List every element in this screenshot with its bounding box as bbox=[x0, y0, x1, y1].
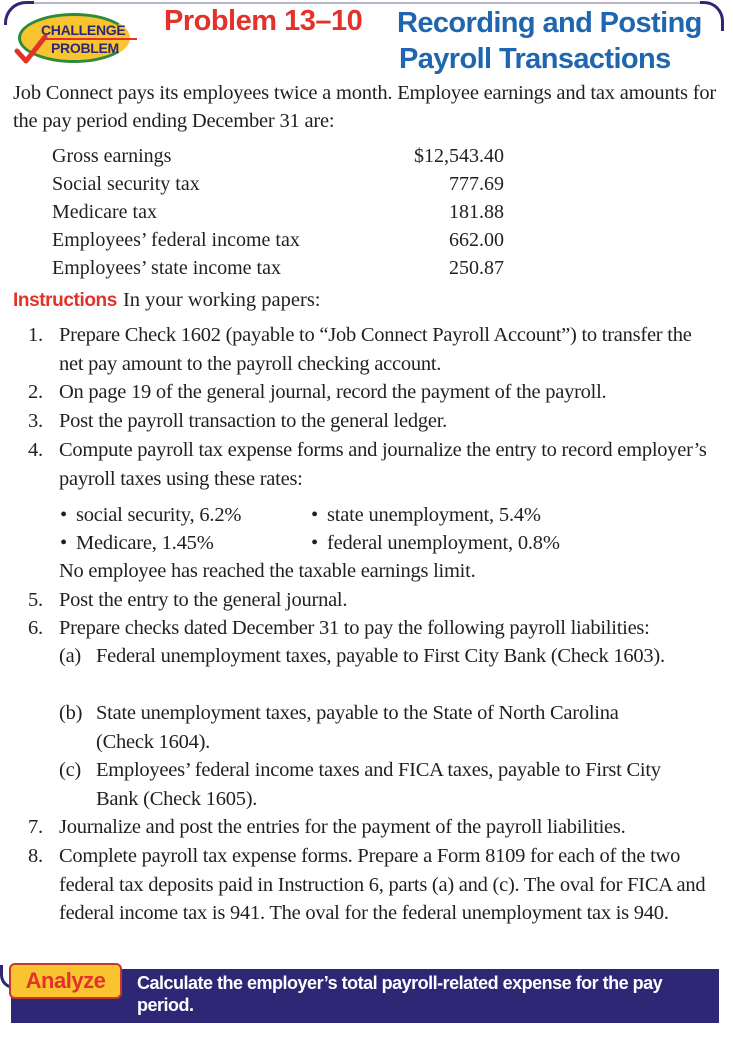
step-text: On page 19 of the general journal, record the payment of the payroll. bbox=[59, 381, 607, 403]
top-rule bbox=[22, 2, 702, 4]
row-label: Social security tax bbox=[52, 173, 200, 195]
rates-note: No employee has reached the taxable earnings limit. bbox=[59, 560, 476, 582]
subitem-text: State unemployment taxes, payable to the State of North Carolina (Check 1604). bbox=[96, 702, 619, 753]
step-text: Journalize and post the entries for the payment of the payroll liabilities. bbox=[59, 816, 626, 838]
step-number: 6. bbox=[28, 617, 43, 639]
analyze-text: Calculate the employer’s total payroll-related expense for the pay period. bbox=[137, 973, 663, 1015]
subitem-text: Employees’ federal income taxes and FICA taxes, payable to First City Bank (Check 1605). bbox=[96, 759, 661, 810]
intro-paragraph: Job Connect pays its employees twice a month. Employee earnings and tax amounts for the pay period ending December 31 are: bbox=[13, 82, 717, 132]
subitem-label: (c) bbox=[59, 759, 82, 781]
list-item bbox=[28, 407, 728, 436]
subitem-c bbox=[59, 756, 704, 813]
earnings-table bbox=[52, 142, 504, 282]
problem-number: Problem 13–10 bbox=[164, 5, 363, 37]
row-label: Employees’ federal income tax bbox=[52, 229, 300, 251]
subitem-a bbox=[59, 642, 699, 671]
step-number: 7. bbox=[28, 816, 43, 838]
rate-state-unemployment: • state unemployment, 5.4% bbox=[311, 501, 541, 529]
list-item bbox=[28, 321, 728, 378]
step-text: Prepare Check 1602 (payable to “Job Connect Payroll Account”) to transfer the net pay amount to the payroll checking account. bbox=[59, 324, 692, 375]
rate-social-security: • social security, 6.2% bbox=[60, 501, 241, 529]
badge-line1: CHALLENGE bbox=[41, 22, 126, 38]
challenge-problem-badge bbox=[14, 13, 132, 63]
badge-line2: PROBLEM bbox=[51, 40, 119, 56]
step-number: 5. bbox=[28, 589, 43, 611]
list-item bbox=[28, 614, 728, 643]
step-text: Post the payroll transaction to the general ledger. bbox=[59, 410, 448, 432]
list-item bbox=[28, 378, 728, 407]
subitem-text: Federal unemployment taxes, payable to First City Bank (Check 1603). bbox=[96, 645, 665, 667]
list-item bbox=[28, 813, 728, 842]
checkmark-icon bbox=[14, 33, 48, 67]
instructions-heading bbox=[13, 286, 321, 315]
list-item bbox=[28, 842, 728, 928]
step-text: Prepare checks dated December 31 to pay the following payroll liabilities: bbox=[59, 617, 650, 639]
step-text: Compute payroll tax expense forms and journalize the entry to record employer’s payroll taxes using these rates: bbox=[59, 439, 707, 490]
row-label: Gross earnings bbox=[52, 145, 172, 167]
table-row bbox=[52, 198, 504, 226]
step-number: 3. bbox=[28, 410, 43, 432]
row-label: Medicare tax bbox=[52, 201, 157, 223]
list-item bbox=[28, 586, 728, 615]
step-text: Post the entry to the general journal. bbox=[59, 589, 348, 611]
row-value: 250.87 bbox=[449, 257, 504, 279]
row-value: 662.00 bbox=[449, 229, 504, 251]
page-title bbox=[397, 5, 727, 77]
instructions-lead: In your working papers: bbox=[122, 289, 321, 311]
subitem-b bbox=[59, 699, 659, 756]
analyze-label: Analyze bbox=[9, 963, 122, 999]
rate-federal-unemployment: • federal unemployment, 0.8% bbox=[311, 529, 560, 557]
title-line1: Recording and Posting bbox=[397, 7, 702, 39]
step-number: 8. bbox=[28, 845, 43, 867]
table-row bbox=[52, 254, 504, 282]
subitem-label: (b) bbox=[59, 702, 83, 724]
table-row bbox=[52, 170, 504, 198]
step-text: Complete payroll tax expense forms. Prepare a Form 8109 for each of the two federal tax deposits paid in Instruction 6, parts (a) and (c). The oval for FICA and federal income tax is 941. The oval for the federal unemployment tax is 940. bbox=[59, 845, 706, 924]
row-value: 777.69 bbox=[449, 173, 504, 195]
rate-medicare: • Medicare, 1.45% bbox=[60, 529, 214, 557]
subitem-label: (a) bbox=[59, 645, 82, 667]
title-line2: Payroll Transactions bbox=[399, 43, 671, 75]
step-number: 2. bbox=[28, 381, 43, 403]
row-label: Employees’ state income tax bbox=[52, 257, 281, 279]
step-number: 4. bbox=[28, 439, 43, 461]
table-row bbox=[52, 226, 504, 254]
row-value: 181.88 bbox=[449, 201, 504, 223]
instructions-label: Instructions bbox=[13, 290, 117, 311]
list-item bbox=[28, 436, 728, 493]
row-value: $12,543.40 bbox=[414, 145, 504, 167]
step-number: 1. bbox=[28, 324, 43, 346]
table-row bbox=[52, 142, 504, 170]
